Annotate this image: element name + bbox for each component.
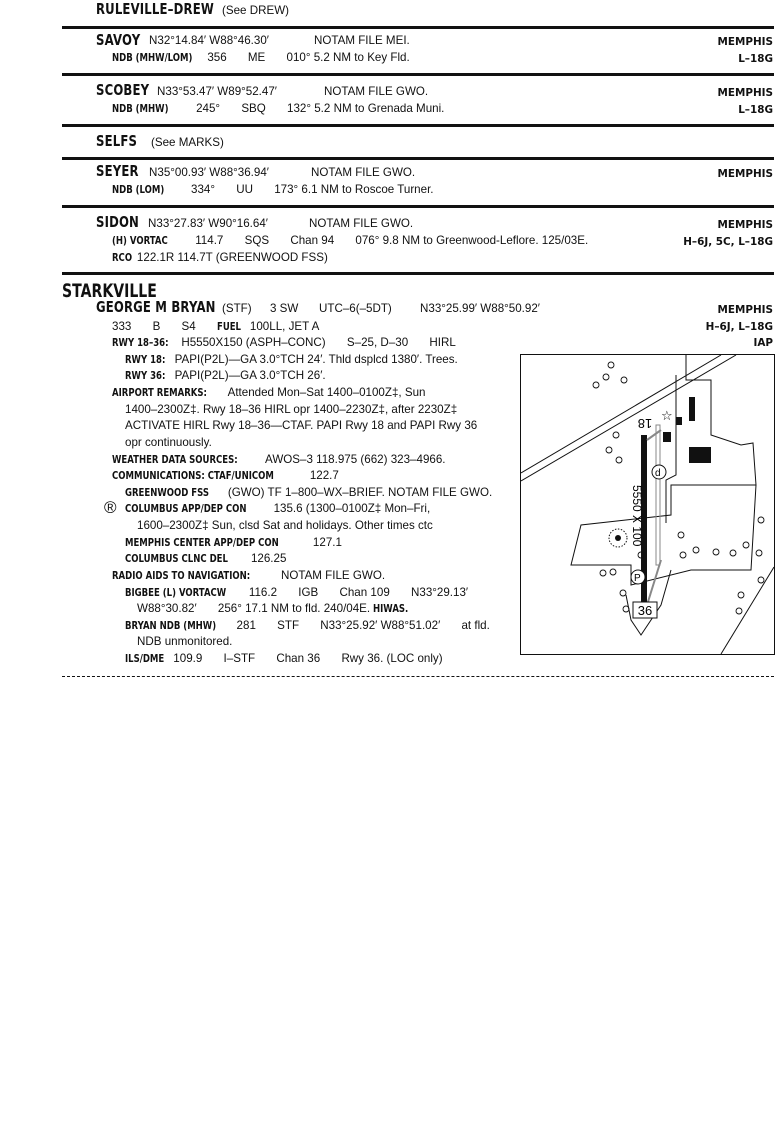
building: [689, 397, 695, 421]
airport-info-line: [112, 320, 319, 333]
tree-icon: [600, 570, 606, 576]
rwy18-info: PAPI(P2L)—GA 3.0°TCH 24′. Thld dsplcd 1380′. Trees.: [174, 353, 458, 366]
entry-ruleville-drew-name: RULEVILLE–DREW: [96, 0, 214, 18]
sidon-vortac-chan: Chan 94: [290, 234, 335, 247]
section-divider: [62, 205, 774, 208]
savoy-coords: N32°14.84′ W88°46.30′: [149, 34, 269, 47]
section-divider: [62, 124, 774, 127]
tree-icon: [743, 542, 749, 548]
ils-chan: Chan 36: [276, 652, 321, 665]
bigbee-coords: N33°29.13′: [411, 586, 469, 599]
runway-label: RWY 18–36:: [112, 337, 169, 349]
tree-icon: [730, 550, 736, 556]
bigbee-bearing: 256° 17.1 NM to fld. 240/04E.: [217, 602, 371, 615]
savoy-ndb-id: ME: [247, 51, 266, 64]
airport-iap: IAP: [753, 337, 773, 349]
remarks-2: 1400–2300Z‡. Rwy 18–36 HIRL opr 1400–2230Z‡, after 2230Z‡: [125, 403, 458, 416]
seyer-coords: N35°00.93′ W88°36.94′: [149, 166, 269, 179]
airport-center: MEMPHIS: [717, 304, 773, 316]
savoy-notam: NOTAM FILE MEI.: [314, 34, 410, 47]
bigbee-lon: W88°30.82′: [137, 602, 197, 615]
scobey-notam: NOTAM FILE GWO.: [324, 85, 429, 98]
entry-seyer-name: SEYER: [96, 162, 139, 180]
tree-icon: [680, 552, 686, 558]
tree-icon: [593, 382, 599, 388]
memctr-label: MEMPHIS CENTER APP/DEP CON: [125, 537, 279, 549]
beacon-icon: ☆: [661, 409, 673, 424]
tree-icon: [613, 432, 619, 438]
seyer-ndb-id: UU: [236, 183, 253, 196]
seyer-ndb-freq: 334°: [191, 183, 215, 196]
runway-dimensions: 5550 X 100: [630, 485, 644, 547]
remarks-1: Attended Mon–Sat 1400–0100Z‡, Sun: [227, 386, 426, 399]
fss-label: GREENWOOD FSS: [125, 487, 209, 499]
ils-label: ILS/DME: [125, 653, 165, 665]
entry-selfs-name: SELFS: [96, 132, 138, 150]
clnc-freq: 126.25: [250, 552, 287, 565]
nav-label: RADIO AIDS TO NAVIGATION:: [112, 570, 251, 582]
app-label: COLUMBUS APP/DEP CON: [125, 503, 247, 515]
sidon-vortac-id: SQS: [244, 234, 270, 247]
runway-weight: S–25, D–30: [346, 336, 409, 349]
seyer-center: MEMPHIS: [717, 168, 773, 180]
fss-info: (GWO) TF 1–800–WX–BRIEF. NOTAM FILE GWO.: [227, 486, 493, 499]
app-line-1: [125, 502, 430, 515]
bryan-2: NDB unmonitored.: [137, 635, 233, 648]
ils-line: [125, 652, 443, 665]
savoy-ndb-bearing: 010° 5.2 NM to Key Fld.: [286, 51, 410, 64]
bryan-fld: at fld.: [461, 619, 490, 632]
fuel-types: 100LL, JET A: [249, 320, 320, 333]
airport-servicing: S4: [181, 320, 196, 333]
clnc-label: COLUMBUS CLNC DEL: [125, 553, 228, 565]
tree-icon: [623, 606, 629, 612]
bryan-coords: N33°25.92′ W88°51.02′: [320, 619, 441, 632]
bigbee-label: BIGBEE (L) VORTACW: [125, 587, 227, 599]
sidon-vortac-bearing: 076° 9.8 NM to Greenwood-Leflore. 125/03E.: [355, 234, 589, 247]
rwy36-label: RWY 36:: [125, 370, 166, 382]
section-divider: [62, 73, 774, 76]
runway-lighting: HIRL: [429, 336, 456, 349]
scobey-ndb-bearing: 132° 5.2 NM to Grenada Muni.: [287, 102, 445, 115]
sidon-vortac-freq: 114.7: [195, 234, 224, 247]
savoy-center: MEMPHIS: [717, 36, 773, 48]
tree-icon: [608, 362, 614, 368]
seyer-ndb-label: NDB (LOM): [112, 184, 165, 196]
building: [689, 447, 711, 463]
radar-symbol: ®: [104, 498, 117, 517]
tree-icon: [758, 577, 764, 583]
sidon-rco: 122.1R 114.7T (GREENWOOD FSS): [136, 251, 328, 264]
tree-icon: [758, 517, 764, 523]
taxiway: [656, 425, 660, 565]
page-end-dashed-line: [62, 676, 774, 677]
bryan-line: [125, 619, 490, 632]
savoy-chart: L–18G: [738, 53, 773, 65]
seyer-ndb-bearing: 173° 6.1 NM to Roscoe Turner.: [274, 183, 434, 196]
airport-id: (STF): [222, 302, 252, 315]
building: [663, 432, 671, 442]
sidon-vortac-label: (H) VORTAC: [112, 235, 168, 247]
airport-beacon: B: [152, 320, 161, 333]
road-line: [721, 567, 774, 654]
comm-line: [112, 469, 339, 482]
comm-label: COMMUNICATIONS: CTAF/UNICOM: [112, 470, 274, 482]
scobey-ndb-line: [112, 102, 444, 115]
nav-line: [112, 569, 385, 582]
tree-icon: [736, 608, 742, 614]
rwy18-line: [125, 353, 458, 366]
runway-end-36: 36: [637, 603, 653, 618]
hiwas: HIWAS.: [373, 603, 409, 615]
tree-icon: [693, 547, 699, 553]
entry-scobey-name: SCOBEY: [96, 81, 150, 99]
tree-group: [593, 362, 764, 614]
scobey-ndb-label: NDB (MHW): [112, 103, 169, 115]
entry-sidon-name: SIDON: [96, 213, 140, 231]
tree-icon: [713, 549, 719, 555]
remarks-3: ACTIVATE HIRL Rwy 18–36—CTAF. PAPI Rwy 18 and PAPI Rwy 36: [125, 419, 478, 432]
section-divider: [62, 26, 774, 29]
tree-icon: [621, 377, 627, 383]
fss-line: [125, 486, 492, 499]
ils-rwy: Rwy 36. (LOC only): [341, 652, 443, 665]
ils-freq: 109.9: [173, 652, 203, 665]
tree-icon: [620, 590, 626, 596]
scobey-coords: N33°53.47′ W89°52.47′: [157, 85, 277, 98]
tree-icon: [603, 374, 609, 380]
savoy-ndb-label: NDB (MHW/LOM): [112, 52, 193, 64]
seyer-notam: NOTAM FILE GWO.: [311, 166, 416, 179]
tree-icon: [616, 457, 622, 463]
airport-coords: N33°25.99′ W88°50.92′: [420, 302, 540, 315]
weather-info: AWOS–3 118.975 (662) 323–4966.: [265, 453, 446, 466]
sidon-vortac-line: [112, 234, 588, 247]
remarks-label: AIRPORT REMARKS:: [112, 387, 207, 399]
memctr-line: [125, 536, 342, 549]
airport-diagram-svg: [521, 355, 774, 654]
scobey-ndb-freq: 245°: [196, 102, 221, 115]
selfs-note: (See MARKS): [151, 136, 224, 149]
city-name: STARKVILLE: [62, 280, 157, 302]
comm-freq: 122.7: [309, 469, 339, 482]
bigbee-line-2: [137, 602, 410, 615]
app-2: 1600–2300Z‡ Sun, clsd Sat and holidays. Other times ctc: [137, 519, 433, 532]
bigbee-line: [125, 586, 468, 599]
airport-utc: UTC–6(–5DT): [319, 302, 392, 315]
airport-elev: 333: [112, 320, 132, 333]
tree-icon: [610, 569, 616, 575]
tree-icon: [606, 447, 612, 453]
nav-info: NOTAM FILE GWO.: [280, 569, 386, 582]
bryan-freq: 281: [236, 619, 256, 632]
sidon-center: MEMPHIS: [717, 219, 773, 231]
bigbee-id: IGB: [298, 586, 319, 599]
tree-icon: [678, 532, 684, 538]
app-1: 135.6 (1300–0100Z‡ Mon–Fri,: [273, 502, 431, 515]
tree-icon: [738, 592, 744, 598]
building: [676, 417, 682, 425]
remarks-line-1: [112, 386, 426, 399]
taxiway-connector: [647, 560, 661, 605]
sidon-coords: N33°27.83′ W90°16.64′: [148, 217, 268, 230]
bryan-id: STF: [277, 619, 300, 632]
fuel-label: FUEL: [216, 321, 241, 333]
scobey-center: MEMPHIS: [717, 87, 773, 99]
sidon-rco-label: RCO: [112, 252, 133, 264]
bryan-label: BRYAN NDB (MHW): [125, 620, 217, 632]
section-divider: [62, 157, 774, 160]
sidon-chart: H–6J, 5C, L–18G: [683, 236, 773, 248]
runway-spec: H5550X150 (ASPH–CONC): [181, 336, 326, 349]
rwy36-info: PAPI(P2L)—GA 3.0°TCH 26′.: [174, 369, 326, 382]
rwy18-label: RWY 18:: [125, 354, 166, 366]
remarks-4: opr continuously.: [125, 436, 212, 449]
airport-diagram: [520, 354, 775, 655]
savoy-ndb-freq: 356: [207, 51, 227, 64]
rwy36-line: [125, 369, 326, 382]
clnc-line: [125, 552, 286, 565]
runway-line: [112, 336, 456, 349]
memctr-freq: 127.1: [312, 536, 342, 549]
airport-name: GEORGE M BRYAN: [96, 298, 216, 316]
weather-label: WEATHER DATA SOURCES:: [112, 454, 238, 466]
section-divider: [62, 272, 774, 275]
entry-ruleville-drew-note: (See DREW): [222, 4, 289, 17]
scobey-ndb-id: SBQ: [241, 102, 266, 115]
d-marker-label: d: [655, 468, 661, 479]
ils-id: I–STF: [223, 652, 256, 665]
bigbee-chan: Chan 109: [339, 586, 390, 599]
airport-dist: 3 SW: [270, 302, 299, 315]
p-marker-label: P: [634, 573, 641, 584]
airport-chart: H–6J, L–18G: [705, 321, 773, 333]
entry-savoy-name: SAVOY: [96, 31, 141, 49]
sidon-notam: NOTAM FILE GWO.: [309, 217, 414, 230]
savoy-ndb-line: [112, 51, 410, 64]
bigbee-freq: 116.2: [248, 586, 278, 599]
sidon-rco-line: [112, 251, 328, 264]
seyer-ndb-line: [112, 183, 434, 196]
weather-line: [112, 453, 446, 466]
tree-icon: [756, 550, 762, 556]
scobey-chart: L–18G: [738, 104, 773, 116]
runway-end-18: 18: [637, 416, 653, 431]
windsock-center: [615, 535, 621, 541]
